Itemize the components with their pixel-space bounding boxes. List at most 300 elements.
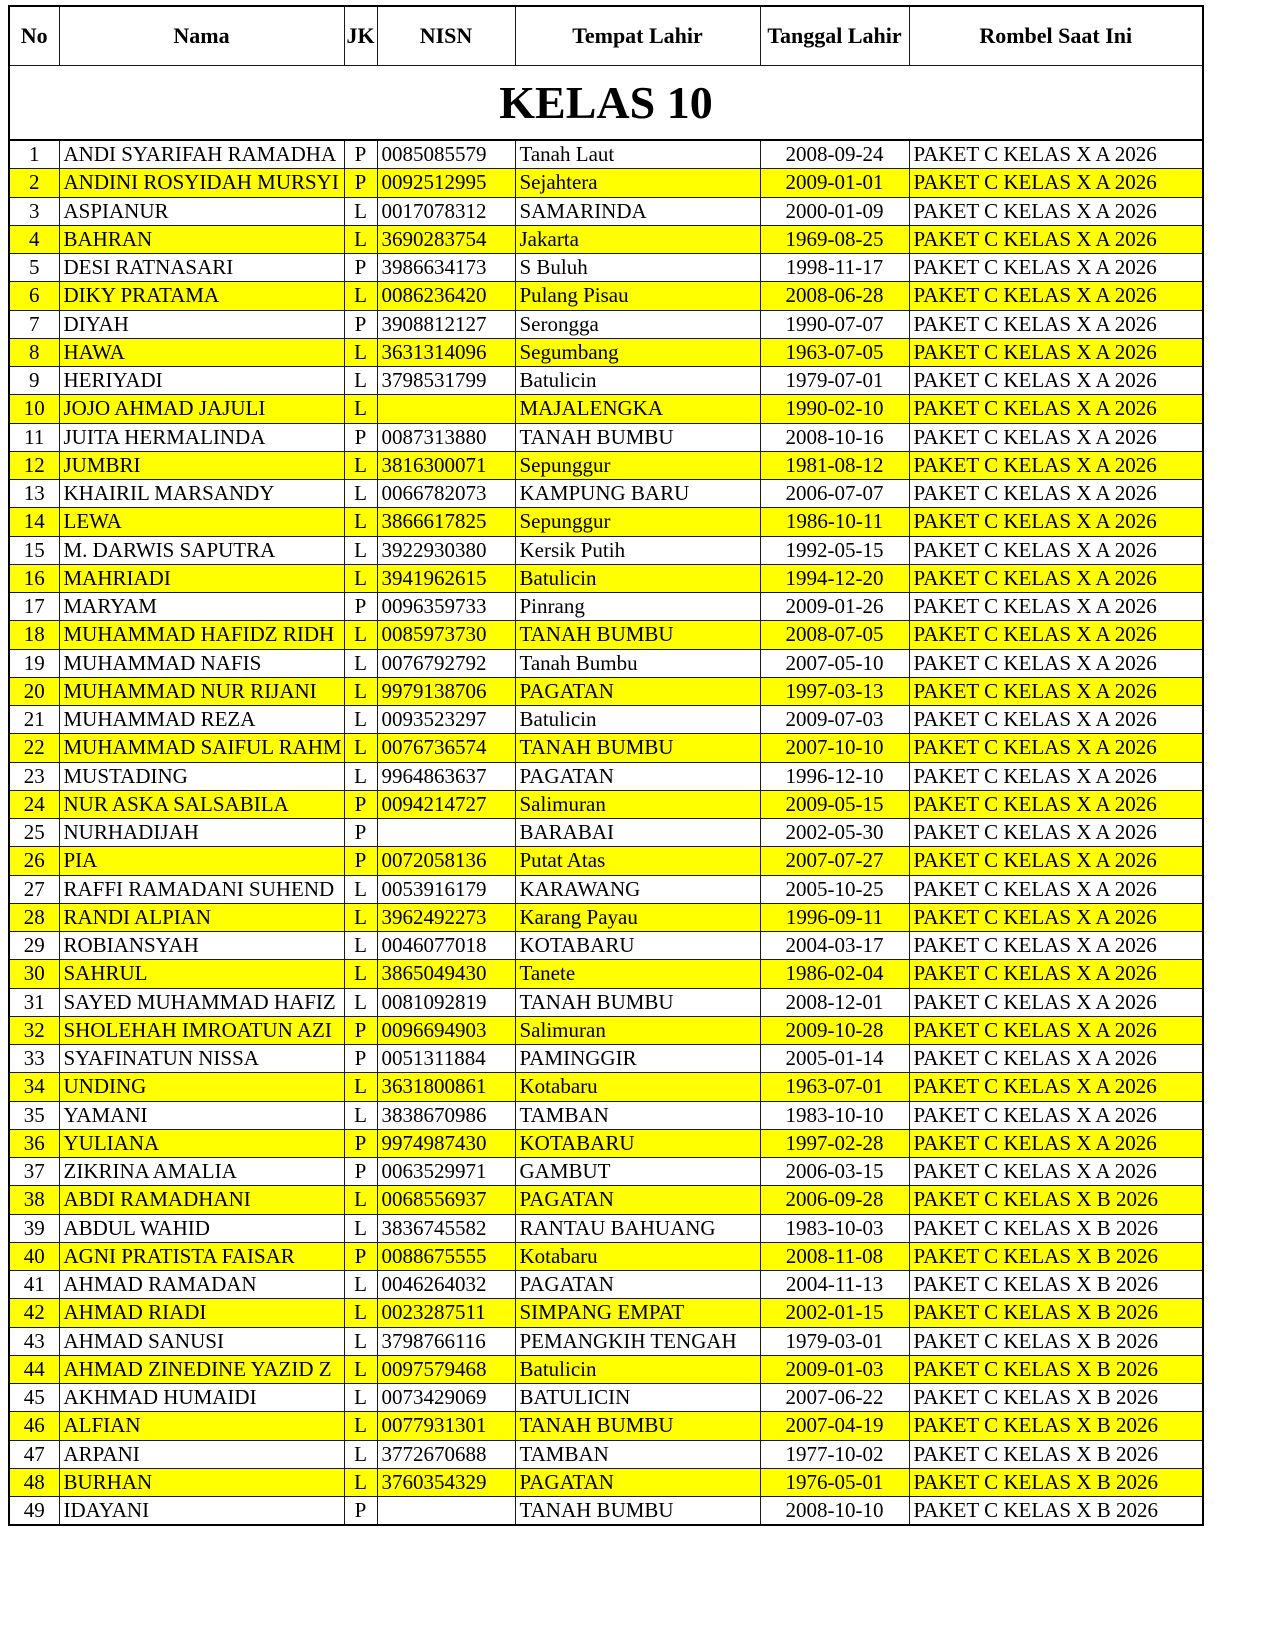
cell-rombel[interactable]: PAKET C KELAS X B 2026 <box>909 1384 1203 1412</box>
cell-tempat-lahir[interactable]: SAMARINDA <box>515 197 760 225</box>
cell-rombel[interactable]: PAKET C KELAS X A 2026 <box>909 988 1203 1016</box>
cell-no[interactable]: 8 <box>9 338 59 366</box>
cell-nama[interactable]: HAWA <box>59 338 344 366</box>
cell-jk[interactable]: P <box>344 1497 377 1526</box>
cell-rombel[interactable]: PAKET C KELAS X A 2026 <box>909 819 1203 847</box>
cell-nisn[interactable]: 3836745582 <box>377 1214 515 1242</box>
cell-no[interactable]: 22 <box>9 734 59 762</box>
cell-no[interactable]: 33 <box>9 1045 59 1073</box>
cell-no[interactable]: 2 <box>9 169 59 197</box>
cell-nama[interactable]: MUHAMMAD NAFIS <box>59 649 344 677</box>
cell-tanggal-lahir[interactable]: 2000-01-09 <box>760 197 909 225</box>
cell-tanggal-lahir[interactable]: 1963-07-01 <box>760 1073 909 1101</box>
cell-no[interactable]: 25 <box>9 819 59 847</box>
cell-tempat-lahir[interactable]: SIMPANG EMPAT <box>515 1299 760 1327</box>
cell-tempat-lahir[interactable]: PAMINGGIR <box>515 1045 760 1073</box>
cell-jk[interactable]: L <box>344 451 377 479</box>
cell-tempat-lahir[interactable]: Sepunggur <box>515 508 760 536</box>
cell-no[interactable]: 45 <box>9 1384 59 1412</box>
cell-tempat-lahir[interactable]: KAMPUNG BARU <box>515 480 760 508</box>
cell-nama[interactable]: SYAFINATUN NISSA <box>59 1045 344 1073</box>
cell-nama[interactable]: JUMBRI <box>59 451 344 479</box>
cell-tanggal-lahir[interactable]: 2007-06-22 <box>760 1384 909 1412</box>
cell-nama[interactable]: BAHRAN <box>59 225 344 253</box>
cell-nisn[interactable]: 3865049430 <box>377 960 515 988</box>
cell-tanggal-lahir[interactable]: 2005-01-14 <box>760 1045 909 1073</box>
cell-rombel[interactable]: PAKET C KELAS X A 2026 <box>909 254 1203 282</box>
cell-tanggal-lahir[interactable]: 1996-12-10 <box>760 762 909 790</box>
cell-rombel[interactable]: PAKET C KELAS X A 2026 <box>909 677 1203 705</box>
cell-tempat-lahir[interactable]: BARABAI <box>515 819 760 847</box>
cell-nisn[interactable]: 9979138706 <box>377 677 515 705</box>
cell-nama[interactable]: MUHAMMAD NUR RIJANI <box>59 677 344 705</box>
cell-jk[interactable]: L <box>344 875 377 903</box>
cell-tanggal-lahir[interactable]: 1976-05-01 <box>760 1468 909 1496</box>
cell-rombel[interactable]: PAKET C KELAS X B 2026 <box>909 1497 1203 1526</box>
cell-rombel[interactable]: PAKET C KELAS X A 2026 <box>909 649 1203 677</box>
cell-tanggal-lahir[interactable]: 1981-08-12 <box>760 451 909 479</box>
cell-tempat-lahir[interactable]: BATULICIN <box>515 1384 760 1412</box>
cell-rombel[interactable]: PAKET C KELAS X A 2026 <box>909 197 1203 225</box>
cell-nama[interactable]: SAYED MUHAMMAD HAFIZ <box>59 988 344 1016</box>
cell-nisn[interactable]: 3690283754 <box>377 225 515 253</box>
cell-tempat-lahir[interactable]: Batulicin <box>515 367 760 395</box>
cell-nama[interactable]: MUHAMMAD SAIFUL RAHM <box>59 734 344 762</box>
cell-tempat-lahir[interactable]: PAGATAN <box>515 762 760 790</box>
cell-nisn[interactable] <box>377 819 515 847</box>
cell-nisn[interactable]: 0051311884 <box>377 1045 515 1073</box>
cell-no[interactable]: 36 <box>9 1129 59 1157</box>
cell-rombel[interactable]: PAKET C KELAS X B 2026 <box>909 1271 1203 1299</box>
cell-nisn[interactable]: 0081092819 <box>377 988 515 1016</box>
cell-no[interactable]: 30 <box>9 960 59 988</box>
cell-tanggal-lahir[interactable]: 1986-02-04 <box>760 960 909 988</box>
cell-nisn[interactable]: 3631800861 <box>377 1073 515 1101</box>
cell-nisn[interactable]: 3986634173 <box>377 254 515 282</box>
cell-nama[interactable]: AHMAD RIADI <box>59 1299 344 1327</box>
cell-no[interactable]: 17 <box>9 593 59 621</box>
cell-jk[interactable]: L <box>344 734 377 762</box>
cell-tempat-lahir[interactable]: Batulicin <box>515 1355 760 1383</box>
cell-tempat-lahir[interactable]: TAMBAN <box>515 1101 760 1129</box>
cell-tempat-lahir[interactable]: Salimuran <box>515 790 760 818</box>
cell-nisn[interactable]: 0085085579 <box>377 140 515 169</box>
cell-rombel[interactable]: PAKET C KELAS X B 2026 <box>909 1214 1203 1242</box>
cell-jk[interactable]: L <box>344 338 377 366</box>
cell-no[interactable]: 15 <box>9 536 59 564</box>
cell-rombel[interactable]: PAKET C KELAS X B 2026 <box>909 1412 1203 1440</box>
cell-nisn[interactable]: 0023287511 <box>377 1299 515 1327</box>
cell-nisn[interactable]: 3962492273 <box>377 903 515 931</box>
cell-rombel[interactable]: PAKET C KELAS X A 2026 <box>909 395 1203 423</box>
cell-tempat-lahir[interactable]: Pinrang <box>515 593 760 621</box>
cell-no[interactable]: 14 <box>9 508 59 536</box>
cell-tempat-lahir[interactable]: MAJALENGKA <box>515 395 760 423</box>
cell-tanggal-lahir[interactable]: 1994-12-20 <box>760 564 909 592</box>
cell-tempat-lahir[interactable]: PAGATAN <box>515 1186 760 1214</box>
cell-nama[interactable]: RANDI ALPIAN <box>59 903 344 931</box>
cell-tempat-lahir[interactable]: Batulicin <box>515 706 760 734</box>
cell-jk[interactable]: L <box>344 1299 377 1327</box>
cell-tanggal-lahir[interactable]: 2007-04-19 <box>760 1412 909 1440</box>
cell-rombel[interactable]: PAKET C KELAS X A 2026 <box>909 282 1203 310</box>
cell-nisn[interactable]: 3922930380 <box>377 536 515 564</box>
cell-rombel[interactable]: PAKET C KELAS X B 2026 <box>909 1440 1203 1468</box>
cell-tempat-lahir[interactable]: TANAH BUMBU <box>515 988 760 1016</box>
cell-nama[interactable]: HERIYADI <box>59 367 344 395</box>
cell-nisn[interactable]: 3760354329 <box>377 1468 515 1496</box>
cell-no[interactable]: 6 <box>9 282 59 310</box>
cell-nisn[interactable]: 0096359733 <box>377 593 515 621</box>
cell-jk[interactable]: P <box>344 593 377 621</box>
cell-rombel[interactable]: PAKET C KELAS X A 2026 <box>909 762 1203 790</box>
cell-nisn[interactable]: 0063529971 <box>377 1158 515 1186</box>
cell-nama[interactable]: MUHAMMAD REZA <box>59 706 344 734</box>
cell-jk[interactable]: L <box>344 762 377 790</box>
cell-jk[interactable]: L <box>344 932 377 960</box>
cell-rombel[interactable]: PAKET C KELAS X A 2026 <box>909 621 1203 649</box>
cell-jk[interactable]: P <box>344 1158 377 1186</box>
cell-nisn[interactable]: 0066782073 <box>377 480 515 508</box>
cell-nisn[interactable]: 3772670688 <box>377 1440 515 1468</box>
cell-no[interactable]: 11 <box>9 423 59 451</box>
cell-tempat-lahir[interactable]: PAGATAN <box>515 1271 760 1299</box>
cell-nisn[interactable]: 0076736574 <box>377 734 515 762</box>
cell-rombel[interactable]: PAKET C KELAS X A 2026 <box>909 790 1203 818</box>
cell-tempat-lahir[interactable]: Batulicin <box>515 564 760 592</box>
cell-jk[interactable]: P <box>344 140 377 169</box>
cell-jk[interactable]: L <box>344 1327 377 1355</box>
cell-tanggal-lahir[interactable]: 2008-10-16 <box>760 423 909 451</box>
cell-nisn[interactable]: 3798766116 <box>377 1327 515 1355</box>
cell-jk[interactable]: L <box>344 536 377 564</box>
cell-rombel[interactable]: PAKET C KELAS X A 2026 <box>909 140 1203 169</box>
cell-no[interactable]: 41 <box>9 1271 59 1299</box>
cell-nisn[interactable]: 3798531799 <box>377 367 515 395</box>
cell-nama[interactable]: ANDINI ROSYIDAH MURSYI <box>59 169 344 197</box>
cell-jk[interactable]: L <box>344 1468 377 1496</box>
cell-jk[interactable]: P <box>344 847 377 875</box>
cell-jk[interactable]: L <box>344 1384 377 1412</box>
cell-nisn[interactable]: 9974987430 <box>377 1129 515 1157</box>
cell-rombel[interactable]: PAKET C KELAS X B 2026 <box>909 1242 1203 1270</box>
cell-tempat-lahir[interactable]: Sejahtera <box>515 169 760 197</box>
cell-nisn[interactable]: 3908812127 <box>377 310 515 338</box>
cell-nama[interactable]: JOJO AHMAD JAJULI <box>59 395 344 423</box>
cell-nisn[interactable]: 0076792792 <box>377 649 515 677</box>
cell-rombel[interactable]: PAKET C KELAS X A 2026 <box>909 423 1203 451</box>
cell-nisn[interactable]: 0092512995 <box>377 169 515 197</box>
cell-rombel[interactable]: PAKET C KELAS X A 2026 <box>909 169 1203 197</box>
cell-tanggal-lahir[interactable]: 2007-07-27 <box>760 847 909 875</box>
cell-nama[interactable]: JUITA HERMALINDA <box>59 423 344 451</box>
cell-jk[interactable]: L <box>344 1355 377 1383</box>
cell-tempat-lahir[interactable]: Kotabaru <box>515 1242 760 1270</box>
cell-nisn[interactable]: 9964863637 <box>377 762 515 790</box>
cell-nisn[interactable]: 0073429069 <box>377 1384 515 1412</box>
cell-no[interactable]: 29 <box>9 932 59 960</box>
cell-nisn[interactable]: 0094214727 <box>377 790 515 818</box>
cell-nama[interactable]: AHMAD ZINEDINE YAZID Z <box>59 1355 344 1383</box>
cell-jk[interactable]: P <box>344 169 377 197</box>
cell-no[interactable]: 3 <box>9 197 59 225</box>
cell-nisn[interactable]: 3941962615 <box>377 564 515 592</box>
cell-no[interactable]: 37 <box>9 1158 59 1186</box>
cell-rombel[interactable]: PAKET C KELAS X A 2026 <box>909 536 1203 564</box>
cell-nama[interactable]: AKHMAD HUMAIDI <box>59 1384 344 1412</box>
cell-nama[interactable]: NUR ASKA SALSABILA <box>59 790 344 818</box>
cell-no[interactable]: 24 <box>9 790 59 818</box>
cell-tempat-lahir[interactable]: Serongga <box>515 310 760 338</box>
cell-nama[interactable]: YULIANA <box>59 1129 344 1157</box>
cell-tanggal-lahir[interactable]: 2006-03-15 <box>760 1158 909 1186</box>
cell-no[interactable]: 1 <box>9 140 59 169</box>
cell-tanggal-lahir[interactable]: 2002-01-15 <box>760 1299 909 1327</box>
cell-nisn[interactable]: 0046077018 <box>377 932 515 960</box>
cell-tanggal-lahir[interactable]: 2004-03-17 <box>760 932 909 960</box>
cell-nama[interactable]: LEWA <box>59 508 344 536</box>
cell-tempat-lahir[interactable]: KOTABARU <box>515 932 760 960</box>
cell-tanggal-lahir[interactable]: 1997-02-28 <box>760 1129 909 1157</box>
cell-nisn[interactable] <box>377 395 515 423</box>
cell-nama[interactable]: ANDI SYARIFAH RAMADHA <box>59 140 344 169</box>
cell-jk[interactable]: P <box>344 254 377 282</box>
cell-nisn[interactable]: 0077931301 <box>377 1412 515 1440</box>
cell-nama[interactable]: PIA <box>59 847 344 875</box>
cell-rombel[interactable]: PAKET C KELAS X A 2026 <box>909 734 1203 762</box>
cell-no[interactable]: 9 <box>9 367 59 395</box>
cell-jk[interactable]: L <box>344 1214 377 1242</box>
cell-jk[interactable]: P <box>344 1045 377 1073</box>
cell-no[interactable]: 48 <box>9 1468 59 1496</box>
cell-tempat-lahir[interactable]: Tanah Bumbu <box>515 649 760 677</box>
cell-nisn[interactable]: 0017078312 <box>377 197 515 225</box>
cell-tanggal-lahir[interactable]: 1990-07-07 <box>760 310 909 338</box>
cell-rombel[interactable]: PAKET C KELAS X A 2026 <box>909 451 1203 479</box>
cell-jk[interactable]: L <box>344 1101 377 1129</box>
cell-jk[interactable]: L <box>344 225 377 253</box>
cell-tanggal-lahir[interactable]: 2002-05-30 <box>760 819 909 847</box>
cell-no[interactable]: 4 <box>9 225 59 253</box>
cell-tempat-lahir[interactable]: TANAH BUMBU <box>515 734 760 762</box>
cell-jk[interactable]: P <box>344 819 377 847</box>
cell-nama[interactable]: ROBIANSYAH <box>59 932 344 960</box>
cell-tempat-lahir[interactable]: Kotabaru <box>515 1073 760 1101</box>
cell-rombel[interactable]: PAKET C KELAS X A 2026 <box>909 310 1203 338</box>
cell-tanggal-lahir[interactable]: 2007-05-10 <box>760 649 909 677</box>
cell-jk[interactable]: L <box>344 1073 377 1101</box>
cell-jk[interactable]: L <box>344 197 377 225</box>
cell-jk[interactable]: L <box>344 621 377 649</box>
cell-nama[interactable]: MUSTADING <box>59 762 344 790</box>
cell-nama[interactable]: M. DARWIS SAPUTRA <box>59 536 344 564</box>
cell-jk[interactable]: P <box>344 1242 377 1270</box>
cell-nama[interactable]: ABDI RAMADHANI <box>59 1186 344 1214</box>
cell-jk[interactable]: L <box>344 1271 377 1299</box>
cell-tempat-lahir[interactable]: Karang Payau <box>515 903 760 931</box>
cell-rombel[interactable]: PAKET C KELAS X B 2026 <box>909 1355 1203 1383</box>
cell-no[interactable]: 44 <box>9 1355 59 1383</box>
cell-jk[interactable]: L <box>344 903 377 931</box>
cell-rombel[interactable]: PAKET C KELAS X B 2026 <box>909 1468 1203 1496</box>
cell-nama[interactable]: MUHAMMAD HAFIDZ RIDH <box>59 621 344 649</box>
cell-no[interactable]: 10 <box>9 395 59 423</box>
cell-tanggal-lahir[interactable]: 2009-05-15 <box>760 790 909 818</box>
cell-nama[interactable]: ALFIAN <box>59 1412 344 1440</box>
cell-rombel[interactable]: PAKET C KELAS X A 2026 <box>909 875 1203 903</box>
cell-no[interactable]: 38 <box>9 1186 59 1214</box>
cell-tanggal-lahir[interactable]: 1983-10-03 <box>760 1214 909 1242</box>
cell-no[interactable]: 43 <box>9 1327 59 1355</box>
cell-nisn[interactable]: 0068556937 <box>377 1186 515 1214</box>
cell-tanggal-lahir[interactable]: 2008-06-28 <box>760 282 909 310</box>
cell-no[interactable]: 13 <box>9 480 59 508</box>
cell-no[interactable]: 32 <box>9 1016 59 1044</box>
cell-jk[interactable]: L <box>344 677 377 705</box>
cell-tanggal-lahir[interactable]: 2008-11-08 <box>760 1242 909 1270</box>
cell-rombel[interactable]: PAKET C KELAS X A 2026 <box>909 338 1203 366</box>
cell-nama[interactable]: SHOLEHAH IMROATUN AZI <box>59 1016 344 1044</box>
cell-no[interactable]: 19 <box>9 649 59 677</box>
cell-nama[interactable]: ASPIANUR <box>59 197 344 225</box>
cell-nama[interactable]: DIKY PRATAMA <box>59 282 344 310</box>
cell-jk[interactable]: L <box>344 1186 377 1214</box>
cell-nama[interactable]: KHAIRIL MARSANDY <box>59 480 344 508</box>
cell-tanggal-lahir[interactable]: 1979-03-01 <box>760 1327 909 1355</box>
cell-jk[interactable]: L <box>344 988 377 1016</box>
cell-tempat-lahir[interactable]: Kersik Putih <box>515 536 760 564</box>
cell-nama[interactable]: ZIKRINA AMALIA <box>59 1158 344 1186</box>
cell-tanggal-lahir[interactable]: 2006-09-28 <box>760 1186 909 1214</box>
cell-tanggal-lahir[interactable]: 2006-07-07 <box>760 480 909 508</box>
cell-jk[interactable]: L <box>344 564 377 592</box>
cell-nama[interactable]: MAHRIADI <box>59 564 344 592</box>
cell-nisn[interactable]: 0087313880 <box>377 423 515 451</box>
cell-tempat-lahir[interactable]: KARAWANG <box>515 875 760 903</box>
cell-tanggal-lahir[interactable]: 1963-07-05 <box>760 338 909 366</box>
cell-tempat-lahir[interactable]: TANAH BUMBU <box>515 1412 760 1440</box>
cell-nisn[interactable]: 0088675555 <box>377 1242 515 1270</box>
cell-nisn[interactable]: 0086236420 <box>377 282 515 310</box>
cell-jk[interactable]: P <box>344 423 377 451</box>
cell-tanggal-lahir[interactable]: 2005-10-25 <box>760 875 909 903</box>
cell-rombel[interactable]: PAKET C KELAS X A 2026 <box>909 564 1203 592</box>
cell-nama[interactable]: DESI RATNASARI <box>59 254 344 282</box>
cell-no[interactable]: 39 <box>9 1214 59 1242</box>
cell-nama[interactable]: RAFFI RAMADANI SUHEND <box>59 875 344 903</box>
cell-tanggal-lahir[interactable]: 2009-01-26 <box>760 593 909 621</box>
cell-nisn[interactable]: 0053916179 <box>377 875 515 903</box>
cell-nama[interactable]: NURHADIJAH <box>59 819 344 847</box>
cell-tempat-lahir[interactable]: TANAH BUMBU <box>515 1497 760 1526</box>
cell-tanggal-lahir[interactable]: 1996-09-11 <box>760 903 909 931</box>
cell-no[interactable]: 34 <box>9 1073 59 1101</box>
cell-tanggal-lahir[interactable]: 1979-07-01 <box>760 367 909 395</box>
cell-tempat-lahir[interactable]: Tanah Laut <box>515 140 760 169</box>
cell-nisn[interactable]: 0097579468 <box>377 1355 515 1383</box>
cell-rombel[interactable]: PAKET C KELAS X A 2026 <box>909 706 1203 734</box>
cell-tempat-lahir[interactable]: Tanete <box>515 960 760 988</box>
cell-nama[interactable]: DIYAH <box>59 310 344 338</box>
cell-tempat-lahir[interactable]: KOTABARU <box>515 1129 760 1157</box>
cell-tempat-lahir[interactable]: GAMBUT <box>515 1158 760 1186</box>
cell-rombel[interactable]: PAKET C KELAS X A 2026 <box>909 1016 1203 1044</box>
cell-tanggal-lahir[interactable]: 1977-10-02 <box>760 1440 909 1468</box>
cell-tanggal-lahir[interactable]: 2007-10-10 <box>760 734 909 762</box>
cell-nama[interactable]: AHMAD RAMADAN <box>59 1271 344 1299</box>
cell-nisn[interactable]: 3631314096 <box>377 338 515 366</box>
cell-rombel[interactable]: PAKET C KELAS X A 2026 <box>909 225 1203 253</box>
cell-tempat-lahir[interactable]: TANAH BUMBU <box>515 423 760 451</box>
cell-tanggal-lahir[interactable]: 2008-09-24 <box>760 140 909 169</box>
cell-nama[interactable]: BURHAN <box>59 1468 344 1496</box>
cell-rombel[interactable]: PAKET C KELAS X A 2026 <box>909 480 1203 508</box>
cell-tempat-lahir[interactable]: PEMANGKIH TENGAH <box>515 1327 760 1355</box>
cell-nama[interactable]: UNDING <box>59 1073 344 1101</box>
cell-jk[interactable]: L <box>344 1412 377 1440</box>
cell-jk[interactable]: P <box>344 1129 377 1157</box>
cell-nisn[interactable]: 3816300071 <box>377 451 515 479</box>
cell-nama[interactable]: MARYAM <box>59 593 344 621</box>
cell-tanggal-lahir[interactable]: 2009-01-03 <box>760 1355 909 1383</box>
cell-nisn[interactable]: 3866617825 <box>377 508 515 536</box>
cell-tanggal-lahir[interactable]: 2009-07-03 <box>760 706 909 734</box>
cell-no[interactable]: 21 <box>9 706 59 734</box>
cell-jk[interactable]: L <box>344 480 377 508</box>
cell-no[interactable]: 18 <box>9 621 59 649</box>
cell-rombel[interactable]: PAKET C KELAS X B 2026 <box>909 1299 1203 1327</box>
cell-rombel[interactable]: PAKET C KELAS X A 2026 <box>909 508 1203 536</box>
cell-nisn[interactable]: 0046264032 <box>377 1271 515 1299</box>
cell-no[interactable]: 47 <box>9 1440 59 1468</box>
cell-no[interactable]: 7 <box>9 310 59 338</box>
cell-tanggal-lahir[interactable]: 1990-02-10 <box>760 395 909 423</box>
cell-no[interactable]: 42 <box>9 1299 59 1327</box>
cell-tanggal-lahir[interactable]: 1992-05-15 <box>760 536 909 564</box>
cell-rombel[interactable]: PAKET C KELAS X A 2026 <box>909 1101 1203 1129</box>
cell-nama[interactable]: AHMAD SANUSI <box>59 1327 344 1355</box>
cell-rombel[interactable]: PAKET C KELAS X A 2026 <box>909 1129 1203 1157</box>
cell-rombel[interactable]: PAKET C KELAS X B 2026 <box>909 1186 1203 1214</box>
cell-jk[interactable]: L <box>344 960 377 988</box>
cell-tanggal-lahir[interactable]: 1969-08-25 <box>760 225 909 253</box>
cell-tempat-lahir[interactable]: Salimuran <box>515 1016 760 1044</box>
cell-nisn[interactable]: 0093523297 <box>377 706 515 734</box>
cell-tanggal-lahir[interactable]: 2008-07-05 <box>760 621 909 649</box>
cell-jk[interactable]: L <box>344 395 377 423</box>
cell-rombel[interactable]: PAKET C KELAS X A 2026 <box>909 1045 1203 1073</box>
cell-no[interactable]: 26 <box>9 847 59 875</box>
cell-no[interactable]: 49 <box>9 1497 59 1526</box>
cell-rombel[interactable]: PAKET C KELAS X A 2026 <box>909 593 1203 621</box>
cell-tempat-lahir[interactable]: RANTAU BAHUANG <box>515 1214 760 1242</box>
cell-no[interactable]: 23 <box>9 762 59 790</box>
cell-rombel[interactable]: PAKET C KELAS X A 2026 <box>909 903 1203 931</box>
cell-tanggal-lahir[interactable]: 2008-12-01 <box>760 988 909 1016</box>
cell-tempat-lahir[interactable]: PAGATAN <box>515 1468 760 1496</box>
cell-tempat-lahir[interactable]: Jakarta <box>515 225 760 253</box>
cell-no[interactable]: 16 <box>9 564 59 592</box>
cell-nama[interactable]: YAMANI <box>59 1101 344 1129</box>
cell-nama[interactable]: AGNI PRATISTA FAISAR <box>59 1242 344 1270</box>
cell-no[interactable]: 31 <box>9 988 59 1016</box>
cell-tempat-lahir[interactable]: TANAH BUMBU <box>515 621 760 649</box>
cell-nama[interactable]: SAHRUL <box>59 960 344 988</box>
cell-nama[interactable]: IDAYANI <box>59 1497 344 1526</box>
cell-nisn[interactable]: 0085973730 <box>377 621 515 649</box>
cell-jk[interactable]: L <box>344 282 377 310</box>
cell-no[interactable]: 46 <box>9 1412 59 1440</box>
